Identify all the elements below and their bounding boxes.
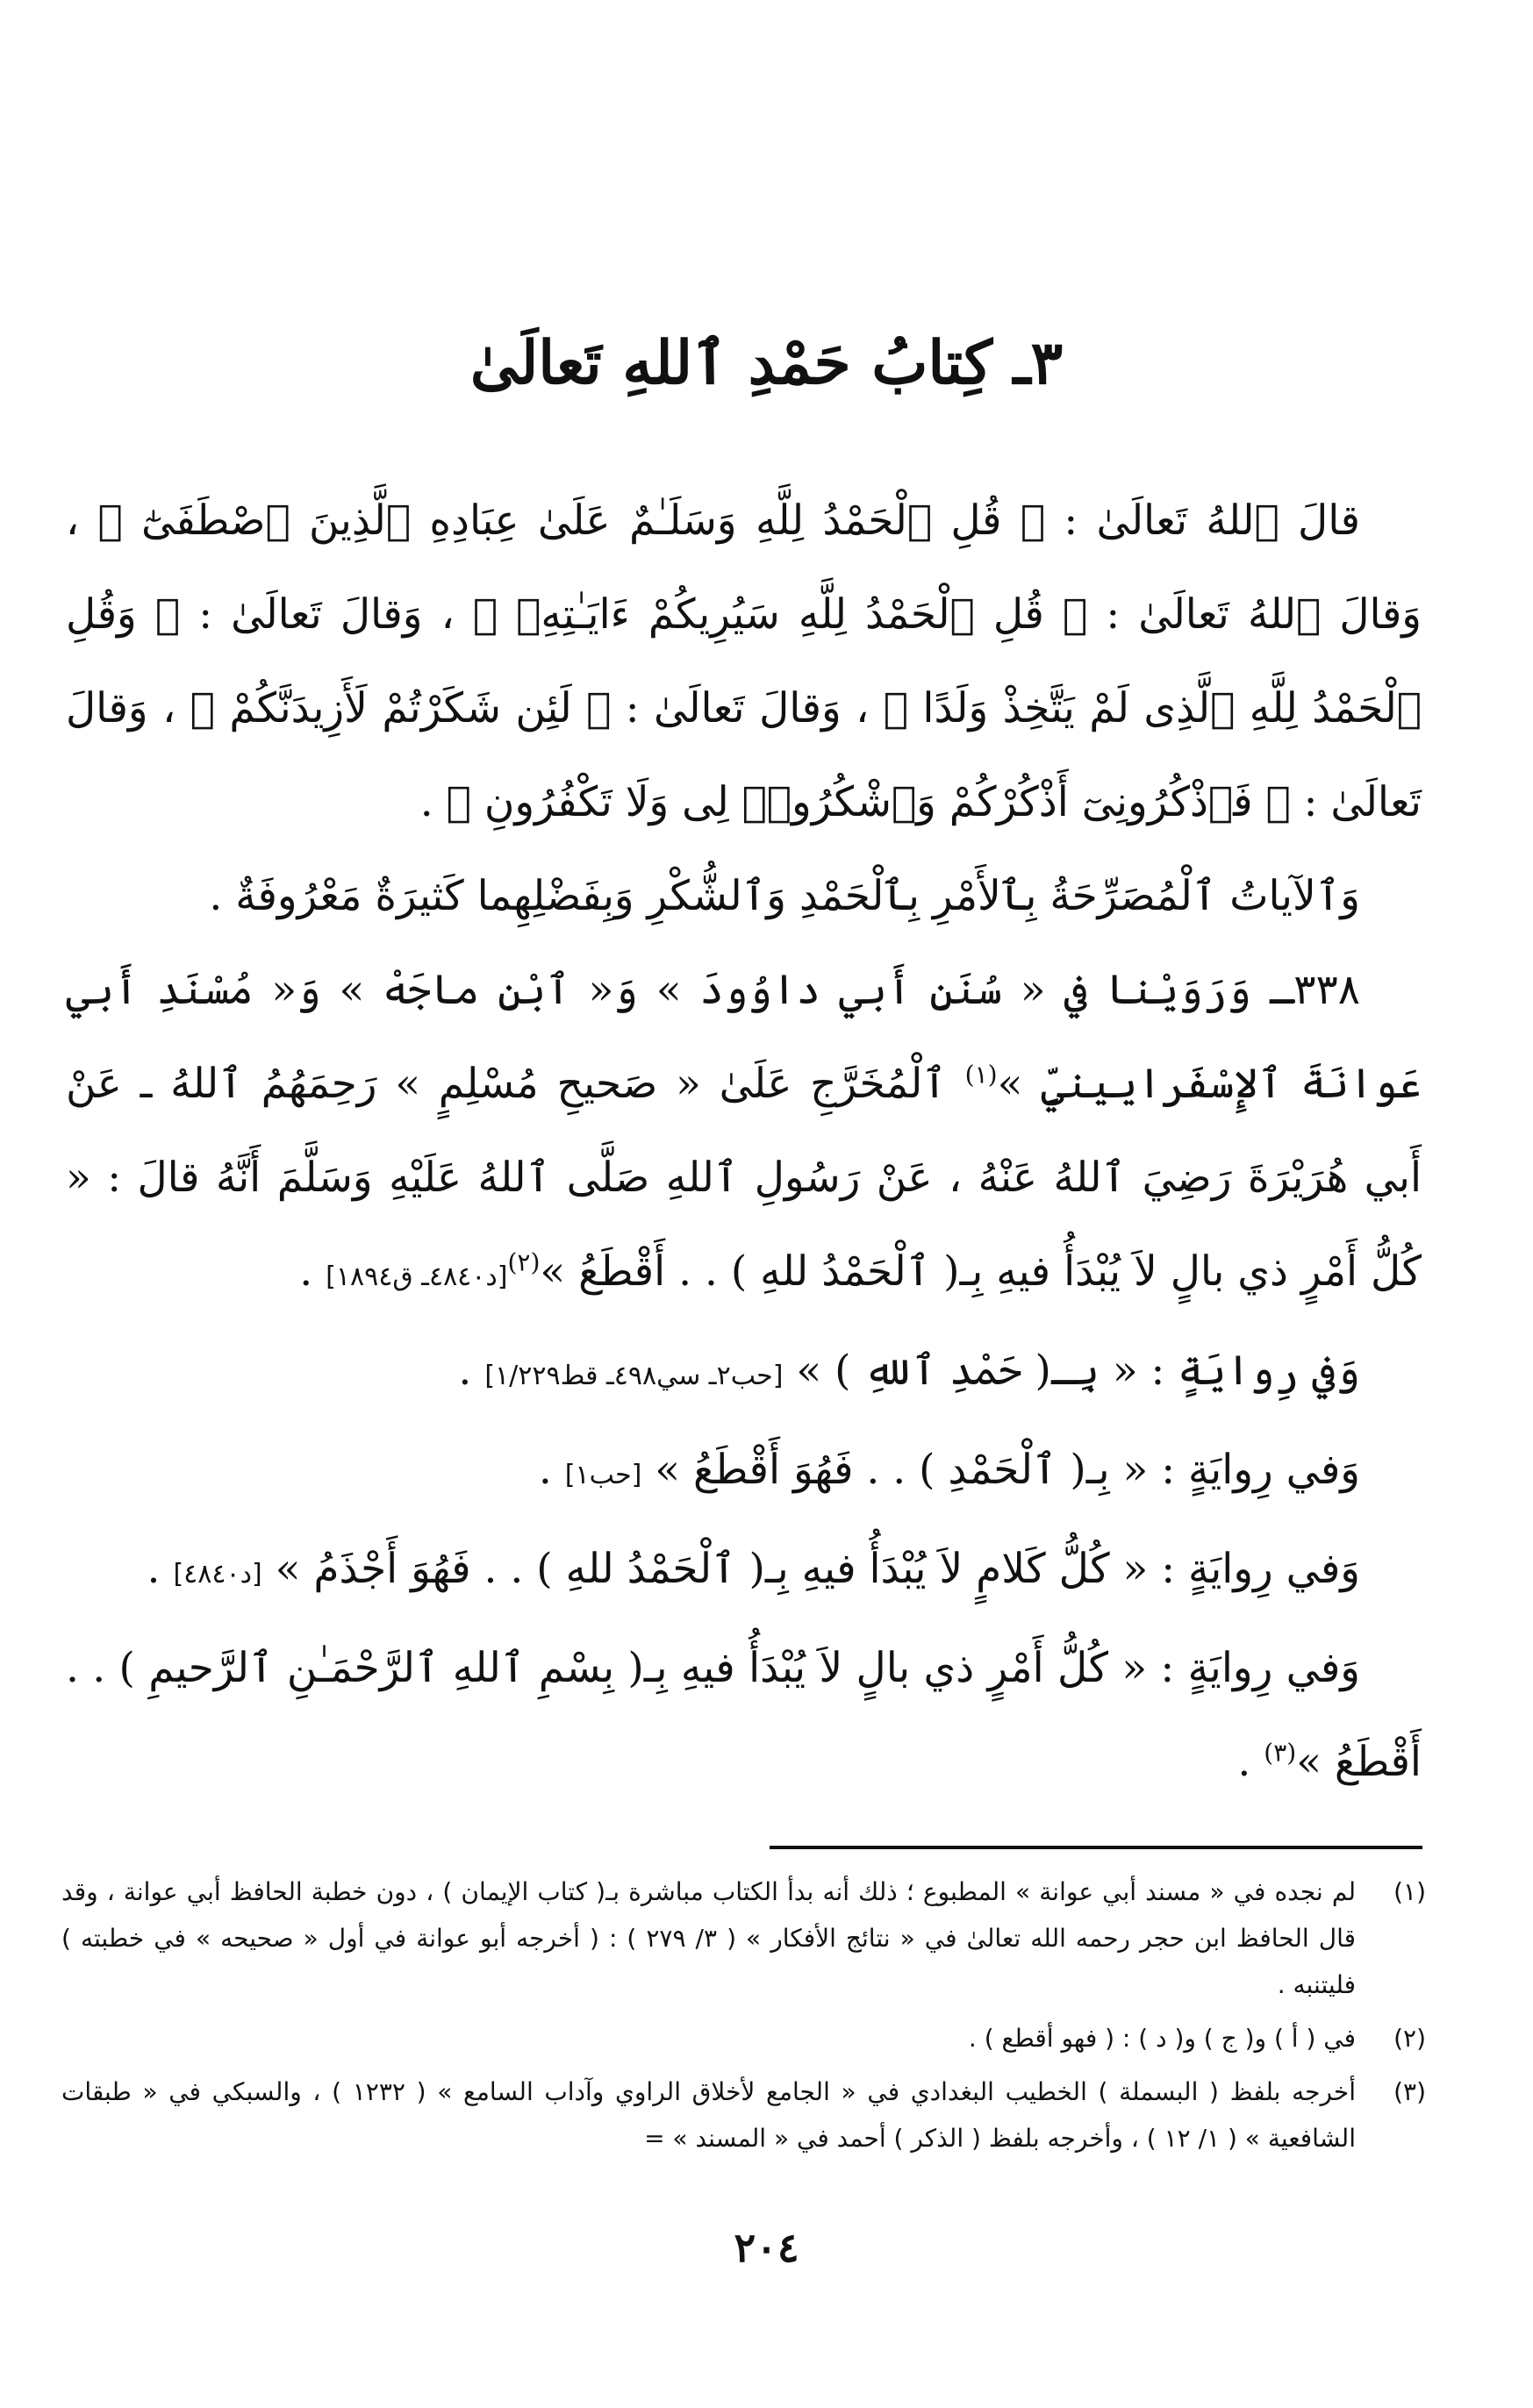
sentence-end: . <box>147 1545 161 1593</box>
narration-variant <box>66 1423 1422 1522</box>
source-reference: [حب١] <box>564 1460 642 1490</box>
variant-text: وَفي رِوايَةٍ : « بِـ( حَمْدِ ٱللهِ ) » <box>796 1347 1360 1395</box>
paragraph-summary: وَٱلآياتُ ٱلْمُصَرِّحَةُ بِٱلأَمْرِ بِٱلْحَمْدِ وَٱلشُّكْرِ وَبِفَضْلِهِما كَثيرَةٌ مَعْرُوفَةٌ . <box>209 872 1360 920</box>
variant-text: وَفي رِوايَةٍ : « كُلُّ كَلامٍ لاَ يُبْدَأُ فيهِ بِـ( ٱلْحَمْدُ للهِ ) . . فَهُوَ أَجْذَمُ » <box>275 1545 1360 1593</box>
footnote-text: في ( أ ) و( ج ) و( د ) : ( فهو أقطع ) . <box>968 2024 1356 2053</box>
footnote-marker-2[interactable]: (٢) <box>507 1247 541 1277</box>
footnote-separator <box>770 1846 1422 1849</box>
hadith-text-part-a: ٣٣٨ـ وَرَوَيْنا في « سُنَنِ أَبي داوُودَ » وَ« ٱبْنِ ماجَهْ » وَ« مُسْنَدِ أَبي عَوانَةَ ٱلإِسْفَرايينيِّ » <box>66 966 1422 1108</box>
footnote <box>61 1869 1426 2008</box>
sentence-end: . <box>458 1347 472 1395</box>
footnote-text: لم نجده في « مسند أبي عوانة » المطبوع ؛ ذلك أنه بدأ الكتاب مباشرة بـ( كتاب الإيمان ) ، دون خطبة الحافظ أبي عوانة ، وقد قال الحافظ ابن حجر رحمه الله تعالىٰ في « نتائج الأفكار » ( ٣/ ٢٧٩ ) : ( أخرجه أبو عوانة في أول « صحيحه » في خطبته ) فليتنبه . <box>61 1877 1356 1999</box>
narration-variant <box>66 1621 1422 1809</box>
chapter-title: ٣ـ كِتابُ حَمْدِ ٱللهِ تَعالَىٰ <box>469 328 1064 398</box>
main-text <box>66 474 1422 1809</box>
variant-text: وَفي رِوايَةٍ : « كُلُّ أَمْرٍ ذي بالٍ لاَ يُبْدَأُ فيهِ بِـ( بِسْمِ ٱللهِ ٱلرَّحْمَـٰنِ ٱلرَّحيمِ ) . . أَقْطَعُ » <box>66 1644 1422 1786</box>
sentence-end: . <box>299 1247 313 1296</box>
footnote <box>61 2015 1426 2061</box>
source-reference: [د٤٨٤٠] <box>173 1559 262 1590</box>
footnote-number: (٣) <box>1393 2077 1426 2106</box>
hadith-text-part-b: ٱلْمُخَرَّجِ عَلَىٰ « صَحيحِ مُسْلِمٍ » رَحِمَهُمُ ٱللهُ ـ عَنْ أَبي هُرَيْرَةَ رَضِيَ ٱللهُ عَنْهُ ، عَنْ رَسُولِ ٱللهِ صَلَّى ٱللهُ عَلَيْهِ وَسَلَّمَ أَنَّهُ قالَ : « كُلُّ أَمْرٍ ذي بالٍ لاَ يُبْدَأُ فيهِ بِـ( ٱلْحَمْدُ للهِ ) . . أَقْطَعُ » <box>66 1060 1422 1296</box>
footnote-number: (٢) <box>1393 2024 1426 2053</box>
footnote-marker-1[interactable]: (١) <box>964 1060 998 1090</box>
footnote-number: (١) <box>1393 1877 1426 1906</box>
footnote <box>61 2069 1426 2161</box>
page-number: ٢٠٤ <box>734 2224 799 2271</box>
sentence-end: . <box>538 1446 552 1494</box>
footnotes <box>61 1869 1426 2169</box>
footnote-marker-3[interactable]: (٣) <box>1264 1738 1297 1768</box>
narration-variant <box>66 1324 1422 1423</box>
sentence-end: . <box>1237 1738 1251 1786</box>
narration-variant <box>66 1522 1422 1621</box>
source-reference: [د٤٨٤٠ـ ق١٨٩٤] <box>326 1261 508 1292</box>
footnote-text: أخرجه بلفظ ( البسملة ) الخطيب البغدادي في « الجامع لأخلاق الراوي وآداب السامع » ( ١٢٣٢ ) ، والسبكي في « طبقات الشافعية » ( ١/ ١٢ ) ، وأخرجه بلفظ ( الذكر ) أحمد في « المسند » = <box>61 2077 1356 2153</box>
paragraph-quranic-verses: قالَ ٱللهُ تَعالَىٰ : ﴿ قُلِ ٱلْحَمْدُ لِلَّهِ وَسَلَـٰمٌ عَلَىٰ عِبَادِهِ ٱلَّذِينَ ٱصْطَفَىٰٓ ﴾ ، وَقالَ ٱللهُ تَعالَىٰ : ﴿ قُلِ ٱلْحَمْدُ لِلَّهِ سَيُرِيكُمْ ءَايَـٰتِهِۦ ﴾ ، وَقالَ تَعالَىٰ : ﴿ وَقُلِ ٱلْحَمْدُ لِلَّهِ ٱلَّذِى لَمْ يَتَّخِذْ وَلَدًا ﴾ ، وَقالَ تَعالَىٰ : ﴿ لَئِن شَكَرْتُمْ لَأَزِيدَنَّكُمْ ﴾ ، وَقالَ تَعالَىٰ : ﴿ فَٱذْكُرُونِىٓ أَذْكُرْكُمْ وَٱشْكُرُوا۟ لِى وَلَا تَكْفُرُونِ ﴾ . <box>66 497 1422 826</box>
hadith-338 <box>66 943 1422 1324</box>
variant-text: وَفي رِوايَةٍ : « بِـ( ٱلْحَمْدِ ) . . فَهُوَ أَقْطَعُ » <box>655 1446 1360 1494</box>
source-reference: [حب٢ـ سي٤٩٨ـ قط١/٢٢٩] <box>484 1361 784 1391</box>
